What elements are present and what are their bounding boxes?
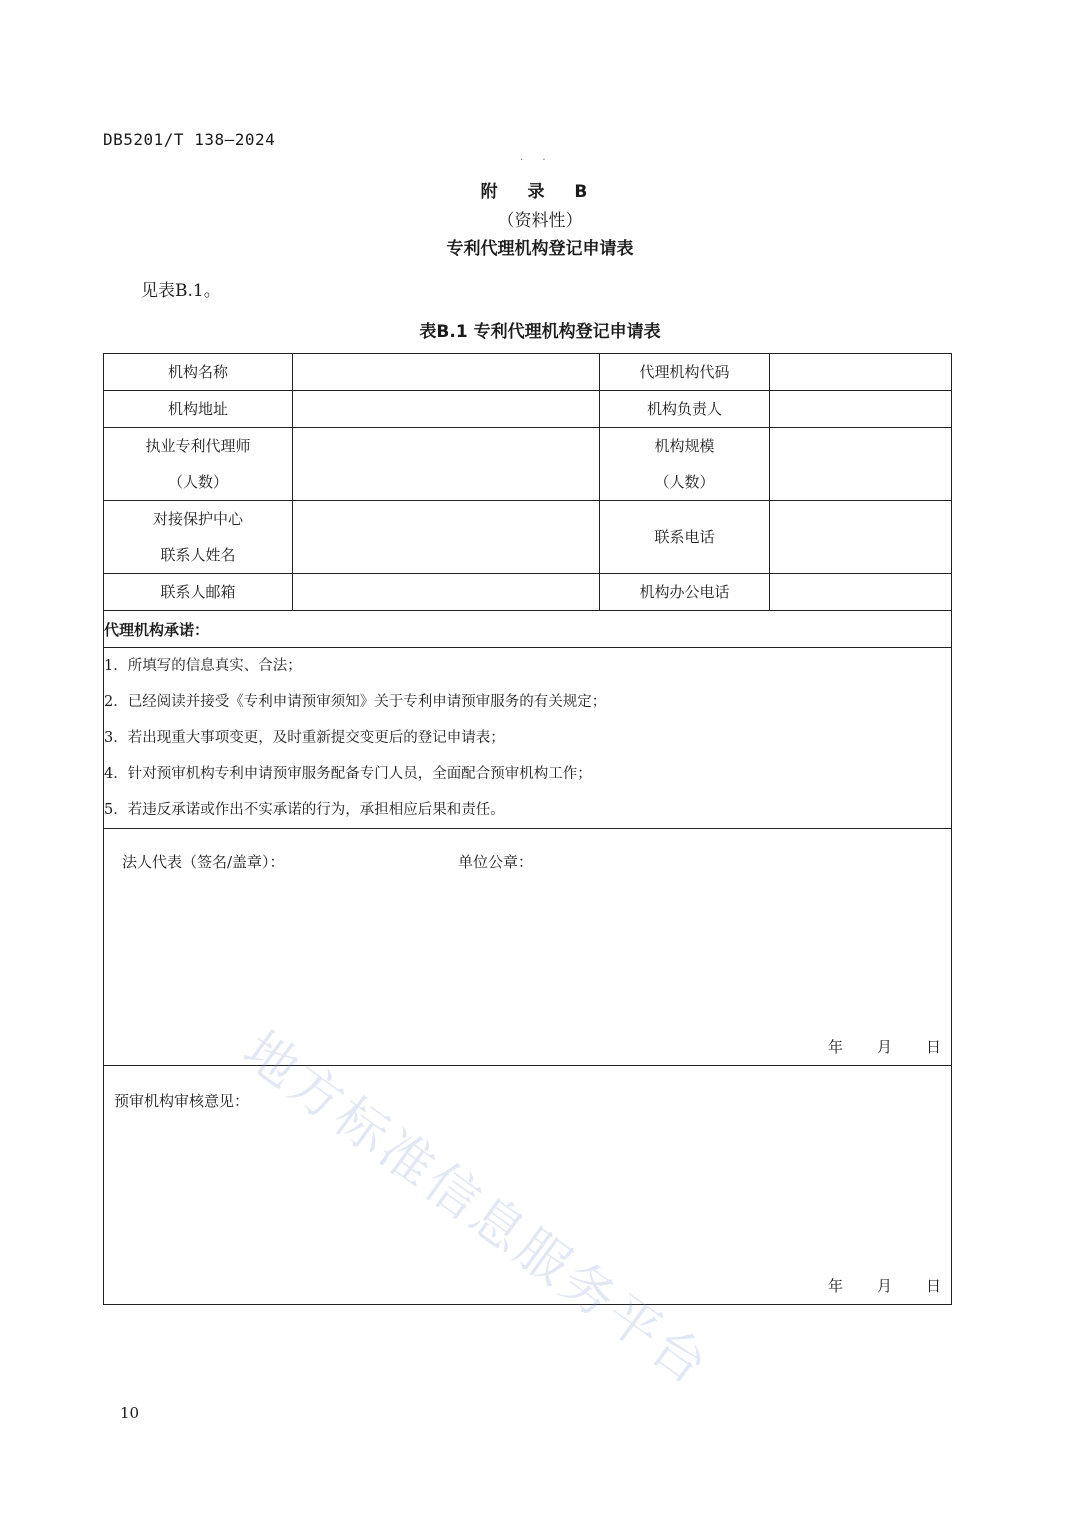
field-liaison-name[interactable] (293, 501, 600, 574)
label-scale-line1: 机构规模 (654, 437, 715, 455)
label-scale-line2: （人数） (654, 473, 715, 491)
date-day: 日 (925, 1038, 941, 1056)
unit-seal-label: 单位公章： (458, 853, 534, 871)
commitment-list (104, 648, 952, 829)
table-row (104, 648, 952, 829)
commitment-item: 5．若违反承诺或作出不实承诺的行为，承担相应后果和责任。 (104, 802, 505, 818)
commitment-heading: 代理机构承诺： (104, 611, 952, 648)
date-month: 月 (876, 1277, 892, 1295)
field-org-head[interactable] (770, 391, 952, 428)
label-agents-line2: （人数） (167, 473, 228, 491)
table-row (104, 391, 952, 428)
label-org-scale (600, 428, 770, 501)
review-date (794, 1275, 941, 1296)
watermark-text: 地方标准信息服务平台 (232, 1020, 721, 1399)
appendix-title: 附 录 B (480, 182, 600, 202)
decorative-dots: · · (520, 155, 554, 166)
date-day: 日 (925, 1277, 941, 1295)
label-agency-code: 代理机构代码 (600, 354, 770, 391)
intro-text: 见表B.1。 (141, 281, 221, 301)
appendix-nature: （资料性） (497, 211, 583, 231)
table-caption: 表B.1 专利代理机构登记申请表 (419, 322, 661, 342)
registration-form-table (103, 353, 952, 1305)
field-agency-code[interactable] (770, 354, 952, 391)
signature-section[interactable] (104, 829, 952, 1066)
field-org-scale[interactable] (770, 428, 952, 501)
table-row (104, 428, 952, 501)
table-row (104, 574, 952, 611)
commitment-item: 3．若出现重大事项变更，及时重新提交变更后的登记申请表； (104, 730, 505, 746)
review-opinion-label: 预审机构审核意见： (114, 1092, 250, 1110)
page-number: 10 (120, 1404, 140, 1422)
label-contact-phone: 联系电话 (600, 501, 770, 574)
field-org-name[interactable] (293, 354, 600, 391)
label-org-name: 机构名称 (104, 354, 293, 391)
table-row (104, 829, 952, 1066)
field-org-address[interactable] (293, 391, 600, 428)
commitment-item: 4．针对预审机构专利申请预审服务配备专门人员，全面配合预审机构工作； (104, 766, 592, 782)
table-row (104, 611, 952, 648)
commitment-item: 1．所填写的信息真实、合法； (104, 658, 302, 674)
label-liaison-line2: 联系人姓名 (160, 546, 236, 564)
date-month: 月 (876, 1038, 892, 1056)
date-year: 年 (827, 1038, 843, 1056)
label-org-head: 机构负责人 (600, 391, 770, 428)
label-agents-line1: 执业专利代理师 (145, 437, 251, 455)
date-year: 年 (827, 1277, 843, 1295)
label-agents-count (104, 428, 293, 501)
appendix-name: 专利代理机构登记申请表 (446, 239, 634, 259)
label-office-phone: 机构办公电话 (600, 574, 770, 611)
field-contact-phone[interactable] (770, 501, 952, 574)
legal-rep-label: 法人代表（签名/盖章）： (122, 853, 285, 871)
table-row (104, 354, 952, 391)
standard-code: DB5201/T 138—2024 (103, 130, 276, 149)
field-agents-count[interactable] (293, 428, 600, 501)
review-section[interactable] (104, 1066, 952, 1305)
commitment-item: 2．已经阅读并接受《专利申请预审须知》关于专利申请预审服务的有关规定； (104, 694, 607, 710)
field-office-phone[interactable] (770, 574, 952, 611)
label-liaison-line1: 对接保护中心 (152, 510, 243, 528)
label-org-address: 机构地址 (104, 391, 293, 428)
signature-date (794, 1036, 941, 1057)
table-row (104, 501, 952, 574)
table-row (104, 1066, 952, 1305)
field-contact-email[interactable] (293, 574, 600, 611)
label-liaison-name (104, 501, 293, 574)
label-contact-email: 联系人邮箱 (104, 574, 293, 611)
